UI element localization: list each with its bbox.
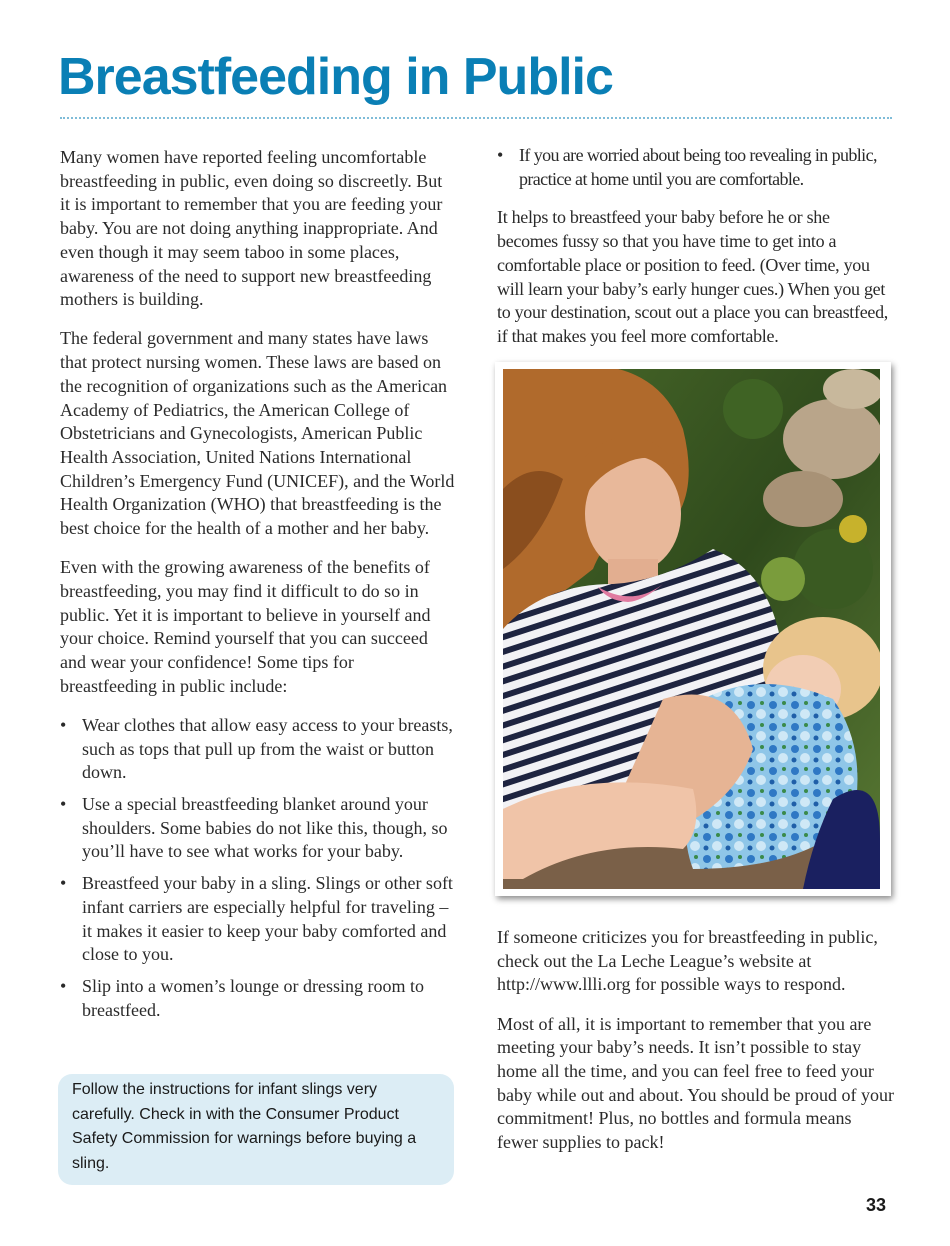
list-item (60, 872, 455, 967)
bullet-icon: • (60, 714, 67, 735)
title-divider (60, 117, 892, 119)
list-item-text: Breastfeed your baby in a sling. Slings or other soft infant carriers are especially helpful for traveling – it makes it easier to keep your baby comforted and close to you. (82, 873, 453, 965)
bullet-icon: • (60, 794, 67, 815)
list-item-text: Slip into a women’s lounge or dressing room to breastfeed. (82, 976, 424, 1020)
list-item (60, 714, 455, 785)
paragraph-conclusion: Most of all, it is important to remember that you are meeting your baby’s needs. It isn’t possible to stay home all the time, and you can feel free to feed your baby while out and about. You should be proud of your commitment! Plus, no bottles and formula means fewer supplies to pack! (497, 1013, 894, 1153)
bullet-icon: • (60, 873, 67, 894)
photo-mother-nursing-toddler (503, 369, 880, 889)
paragraph-timing: It helps to breastfeed your baby before he or she becomes fussy so that you have time to get into a comfortable place or position to feed. (Over time, you will learn your baby’s early hunger cues.) When you get to your destination, scout out a place you can breastfeed, if that makes you feel more comfortable. (497, 207, 888, 346)
right-column-top (497, 144, 894, 364)
bullet-icon: • (497, 145, 503, 165)
paragraph-criticism: If someone criticizes you for breastfeeding in public, check out the La Leche League’s website at http://www.llli.org for possible ways to respond. (497, 927, 878, 995)
right-column-bottom (497, 926, 894, 1170)
tips-list (60, 714, 455, 1022)
paragraph-intro: Many women have reported feeling uncomfortable breastfeeding in public, even doing so discreetly. But it is important to remember that you are feeding your baby. You are not doing anything inappropriate. And even though it may seem taboo in some places, awareness of the need to support new breastfeeding mothers is building. (60, 147, 443, 310)
sling-safety-callout: Follow the instructions for infant slings very carefully. Check in with the Consumer Product Safety Commission for warnings before buying a sling. (58, 1074, 454, 1185)
list-item-text: If you are worried about being too revealing in public, practice at home until you are comfortable. (519, 145, 877, 189)
list-item-text: Use a special breastfeeding blanket around your shoulders. Some babies do not like this, though, so you’ll have to see what works for your baby. (82, 794, 448, 862)
bullet-icon: • (60, 976, 67, 996)
left-column (60, 146, 455, 1037)
page-number: 33 (866, 1195, 887, 1215)
breastfeeding-photo (495, 362, 891, 896)
page-title: Breastfeeding in Public (58, 48, 613, 106)
paragraph-laws: The federal government and many states have laws that protect nursing women. These laws are based on the recognition of organizations such as the American Academy of Pediatrics, the American College of Obstetricians and Gynecologists, American Public Health Association, United Nations International Children’s Emergency Fund (UNICEF), and the World Health Organization (WHO) that breastfeeding is the best choice for the health of a mother and her baby. (60, 328, 455, 539)
list-item (497, 144, 894, 191)
tips-list-continued (497, 144, 894, 191)
list-item-text: Wear clothes that allow easy access to your breasts, such as tops that pull up from the waist or button down. (82, 714, 453, 783)
paragraph-awareness: Even with the growing awareness of the benefits of breastfeeding, you may find it difficult to do so in public. Yet it is important to believe in yourself and your choice. Remind yourself that you can succeed and wear your confidence! Some tips for breastfeeding in public include: (60, 557, 431, 696)
list-item (60, 793, 455, 864)
list-item (60, 975, 455, 1022)
